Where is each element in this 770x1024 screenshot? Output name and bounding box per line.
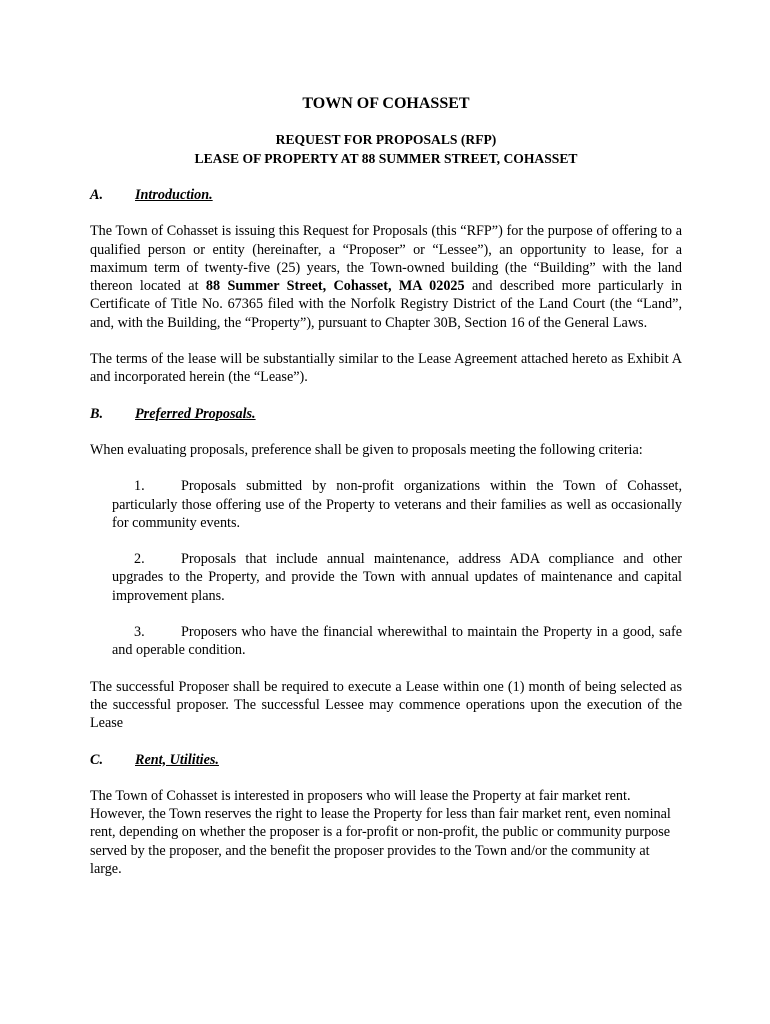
document-subtitle xyxy=(90,130,682,168)
section-b-closing: The successful Proposer shall be required to execute a Lease within one (1) month of being selected as the successful proposer. The successful Lessee may commence operations upon the execution of the Lease xyxy=(90,678,682,732)
criteria-item xyxy=(112,477,682,532)
section-b-letter: B. xyxy=(90,405,104,422)
subtitle-line-1: REQUEST FOR PROPOSALS (RFP) xyxy=(275,132,497,147)
criteria-item-text: Proposals submitted by non-profit organizations within the Town of Cohasset, particularly those offering use of the Property to veterans and their families as well as occasionally for community events. xyxy=(112,478,682,531)
section-b-title: Preferred Proposals. xyxy=(135,405,256,422)
section-a-paragraph-2: The terms of the lease will be substantially similar to the Lease Agreement attached hereto as Exhibit A and incorporated herein (the “Lease”). xyxy=(90,351,682,386)
criteria-item-text: Proposals that include annual maintenance, address ADA compliance and other upgrades to the Property, and provide the Town with annual updates of maintenance and capital improvement plans. xyxy=(112,551,682,604)
criteria-item-number: 3. xyxy=(134,624,145,641)
property-address: 88 Summer Street, Cohasset, MA 02025 xyxy=(205,278,465,295)
section-a-title: Introduction. xyxy=(135,187,213,203)
section-b-heading xyxy=(90,405,682,423)
section-c-paragraph-1: The Town of Cohasset is interested in proposers who will lease the Property at fair market rent. However, the Town reserves the right to lease the Property for less than fair market rent, even nominal rent, depending on whether the proposer is a for-profit or non-profit, the public or community purpose served by the proposer, and the benefit the proposer provides to the Town and/or the community at large. xyxy=(90,787,671,878)
criteria-item-text: Proposers who have the financial wherewithal to maintain the Property in a good, safe and operable condition. xyxy=(112,624,682,659)
section-a-heading xyxy=(90,186,682,204)
subtitle-line-2: LEASE OF PROPERTY AT 88 SUMMER STREET, COHASSET xyxy=(194,151,578,166)
criteria-item xyxy=(112,550,682,605)
criteria-item xyxy=(112,623,682,660)
criteria-item-number: 2. xyxy=(134,551,145,568)
section-a-letter: A. xyxy=(90,187,104,203)
criteria-item-number: 1. xyxy=(134,478,145,495)
section-a-para1-text-end: and described more particularly in Certificate of Title No. 67365 filed with the Norfolk Registry District of the Land Court (the “Land”, and, with the Building, the “Property”), pursuant to Chapter 30B, Section 16 of the General Laws. xyxy=(90,278,682,331)
document-page xyxy=(90,90,682,878)
section-a-para1-text-start: The Town of Cohasset is issuing this Request for Proposals (this “RFP”) for the purpose of offering to a qualified person or entity (hereinafter, a “Proposer” or “Lessee”), an opportunity to lease, for a maximum term of twenty-five (25) years, the Town-owned building (the “Building” with the land thereon located at xyxy=(90,223,682,295)
section-c-letter: C. xyxy=(90,751,104,768)
section-b-intro: When evaluating proposals, preference shall be given to proposals meeting the following criteria: xyxy=(90,441,643,458)
section-c-title: Rent, Utilities. xyxy=(135,751,219,768)
section-c-heading xyxy=(90,751,682,769)
document-title: TOWN OF COHASSET xyxy=(302,95,470,112)
section-a-paragraph-1 xyxy=(90,222,682,332)
